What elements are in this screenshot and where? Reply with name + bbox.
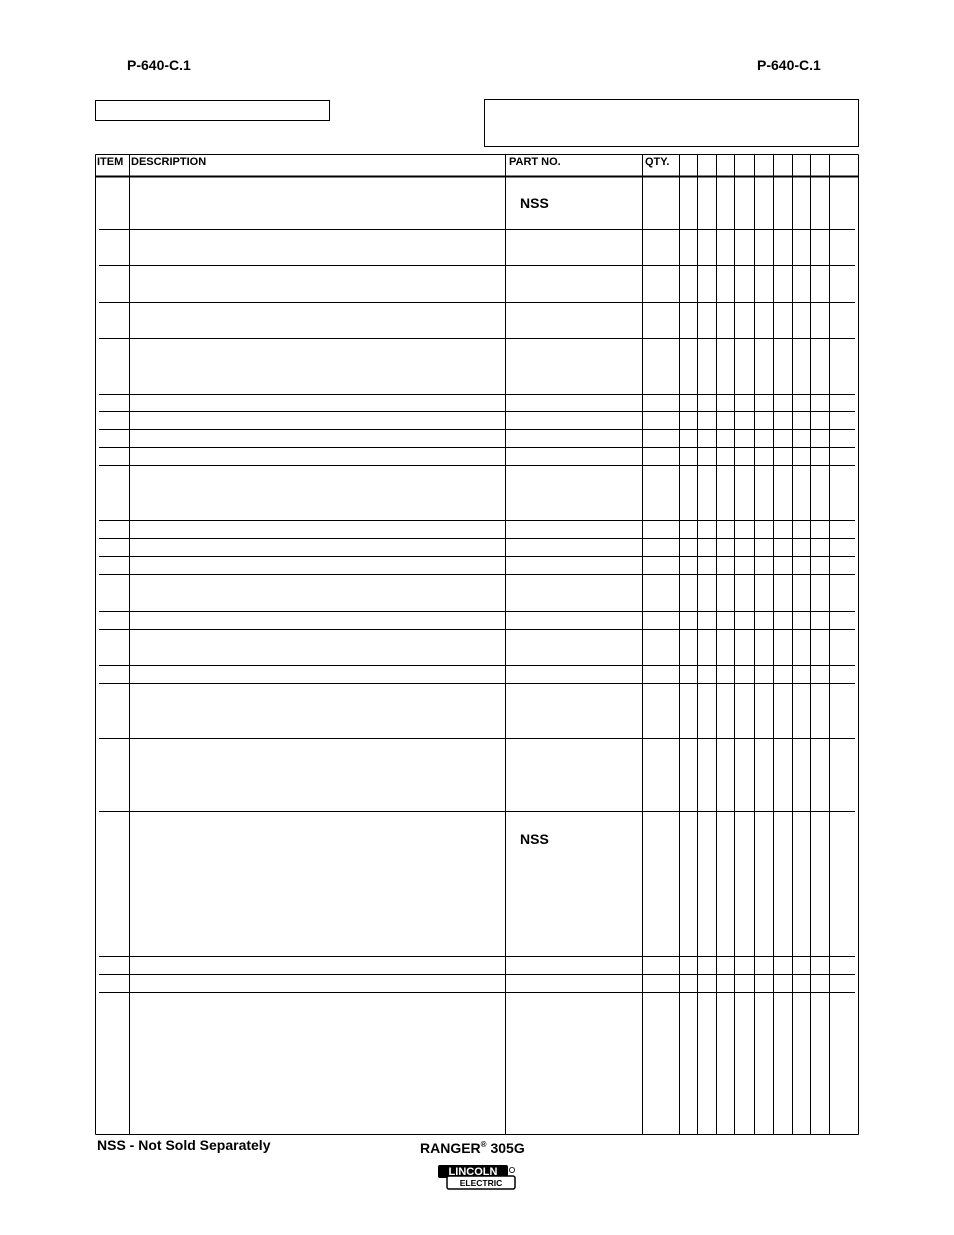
- lincoln-electric-logo: [437, 1164, 517, 1190]
- nss-mark: NSS: [520, 831, 549, 847]
- column-header-item: ITEM: [97, 156, 124, 168]
- model-number: 305G: [490, 1140, 525, 1156]
- nss-mark: NSS: [520, 195, 549, 211]
- registered-mark: ®: [480, 1140, 487, 1149]
- page-code-right: P-640-C.1: [757, 57, 821, 73]
- model-brand: RANGER: [420, 1140, 481, 1156]
- column-header-qty: QTY.: [645, 156, 670, 168]
- logo-bottom-text: ELECTRIC: [459, 1178, 503, 1188]
- column-header-description: DESCRIPTION: [131, 156, 207, 168]
- model-name: [420, 1140, 525, 1156]
- column-header-part-no: PART NO.: [509, 156, 561, 168]
- logo-top-text: LINCOLN: [448, 1166, 498, 1178]
- page-code-left: P-640-C.1: [127, 57, 191, 73]
- nss-footnote: NSS - Not Sold Separately: [97, 1137, 271, 1153]
